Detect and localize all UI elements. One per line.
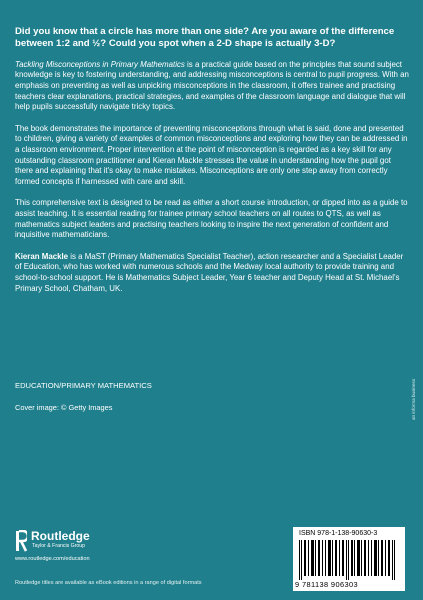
author-name: Kieran Mackle xyxy=(15,251,69,261)
barcode xyxy=(293,527,405,591)
publisher-group: Taylor & Francis Group xyxy=(32,543,86,549)
blurb xyxy=(15,26,409,305)
cover-credit: Cover image: © Getty Images xyxy=(15,403,113,412)
author-bio-text: is a MaST (Primary Mathematics Specialist Teacher), action researcher and a Specialist Leader of Education, who has worked with numerous schools and the Medway local authority to provide training and school-to-school support. He is Mathematics Subject Leader, Year 6 teacher and Deputy Head at St. Michael's Primary School, Chatham, UK. xyxy=(15,251,404,293)
description-paragraph-2: The book demonstrates the importance of preventing misconceptions through what is said, done and presented to children, giving a variety of examples of common misconceptions and exploring how they can be addressed in a classroom environment. Proper intervention at the point of misconception is regarded as a key skill for any outstanding classroom practitioner and Kieran Mackle stresses the value in understanding how the pupil got there and explaining that it's okay to make mistakes. Misconceptions are only one step away from correctly formed concepts if harnessed with care and skill. xyxy=(15,123,408,186)
headline: Did you know that a circle has more than one side? Are you aware of the difference between 1:2 and ½? Could you spot when a 2-D shape is actually 3-D? xyxy=(15,26,395,50)
author-bio xyxy=(15,252,409,294)
barcode-digits: 9 781138 906303 xyxy=(295,580,358,589)
barcode-bars xyxy=(299,540,399,580)
description-paragraph-1 xyxy=(15,60,409,113)
description-1-text: is a practical guide based on the principles that sound subject knowledge is key to fostering understanding, and addressing misconceptions is central to pupil progress. With an emphasis on preventing as well as unpicking misconceptions in the classroom, it offers trainee and practising teachers clear explanations, practical strategies, and examples of the classroom language and dialogue that will help pupils successfully navigate tricky topics. xyxy=(15,59,409,112)
publisher-name: Routledge xyxy=(31,529,90,543)
ebook-note: Routledge titles are available as eBook editions in a range of digital formats xyxy=(15,580,202,586)
description-paragraph-3: This comprehensive text is designed to be read as either a short course introduction, or dipped into as a guide to assist teaching. It is essential reading for trainee primary school teachers on all routes to QTS, as well as mathematics subject leaders and practising teachers looking to inspire the next generation of confident and inquisitive mathematicians. xyxy=(15,198,408,240)
routledge-logo-icon xyxy=(15,530,27,552)
isbn-label: ISBN 978-1-138-90630-3 xyxy=(299,530,378,537)
side-imprint: an informa business xyxy=(411,378,416,420)
subject-category: EDUCATION/PRIMARY MATHEMATICS xyxy=(15,381,152,390)
publisher-logo xyxy=(15,528,135,564)
book-title: Tackling Misconceptions in Primary Mathematics xyxy=(15,59,185,69)
publisher-url: www.routledge.com/education xyxy=(15,556,90,562)
